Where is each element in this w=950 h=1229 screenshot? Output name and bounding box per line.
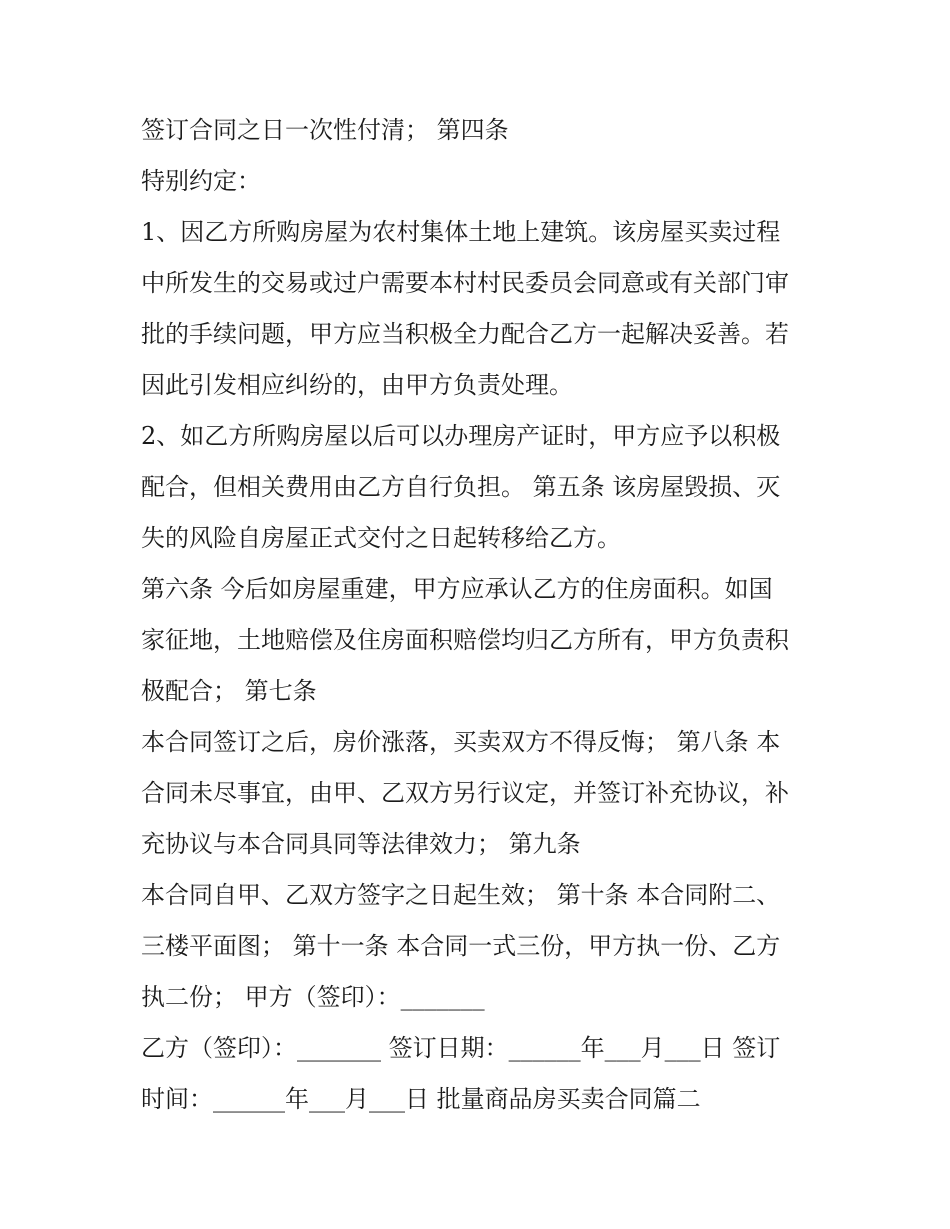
text-line: 合同未尽事宜，由甲、乙双方另行议定，并签订补充协议，补 — [141, 779, 789, 807]
text-line: 2、如乙方所购房屋以后可以办理房产证时，甲方应予以积极 — [141, 422, 781, 450]
text-line: 本合同签订之后，房价涨落，买卖双方不得反悔； 第八条 本 — [141, 728, 781, 756]
text-line: 乙方（签印）：_______ 签订日期：______年___月___日 签订 — [141, 1034, 781, 1062]
text-line: 特别约定： — [141, 167, 261, 195]
text-line: 批的手续问题，甲方应当积极全力配合乙方一起解决妥善。若 — [141, 320, 789, 348]
text-line: 配合，但相关费用由乙方自行负担。 第五条 该房屋毁损、灭 — [141, 473, 781, 501]
text-line: 时间：______年___月___日 批量商品房买卖合同篇二 — [141, 1085, 701, 1113]
text-line: 极配合； 第七条 — [141, 677, 317, 705]
text-line: 三楼平面图； 第十一条 本合同一式三份，甲方执一份、乙方 — [141, 932, 781, 960]
text-line: 失的风险自房屋正式交付之日起转移给乙方。 — [141, 524, 621, 552]
text-line: 1、因乙方所购房屋为农村集体土地上建筑。该房屋买卖过程 — [141, 218, 781, 246]
text-line: 执二份； 甲方（签印）：_______ — [141, 983, 485, 1011]
text-line: 第六条 今后如房屋重建，甲方应承认乙方的住房面积。如国 — [141, 575, 773, 603]
text-line: 本合同自甲、乙双方签字之日起生效； 第十条 本合同附二、 — [141, 881, 781, 909]
text-line: 签订合同之日一次性付清； 第四条 — [141, 116, 509, 144]
text-line: 充协议与本合同具同等法律效力； 第九条 — [141, 830, 581, 858]
text-line: 家征地，土地赔偿及住房面积赔偿均归乙方所有，甲方负责积 — [141, 626, 789, 654]
text-line: 因此引发相应纠纷的，由甲方负责处理。 — [141, 371, 573, 399]
contract-text — [141, 110, 821, 1130]
text-line: 中所发生的交易或过户需要本村村民委员会同意或有关部门审 — [141, 269, 789, 297]
